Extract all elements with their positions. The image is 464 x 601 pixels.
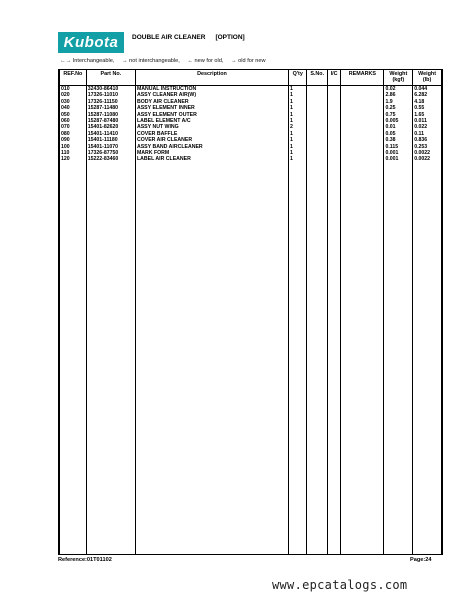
cell-description: LABEL AIR CLEANER bbox=[135, 156, 288, 162]
cell-description: ASSY ELEMENT INNER bbox=[135, 105, 288, 111]
document-title bbox=[132, 34, 255, 41]
cell-part-no: 15401-11070 bbox=[86, 144, 135, 150]
header-part-no: Part No. bbox=[86, 70, 135, 86]
cell-weight-kgf: 2.86 bbox=[384, 92, 413, 98]
table-filler-row bbox=[60, 163, 442, 554]
cell-weight-lb: 0.0022 bbox=[413, 156, 442, 162]
cell-quantity: 1 bbox=[288, 131, 306, 137]
cell-part-no: 15287-11080 bbox=[86, 112, 135, 118]
cell-description: MANUAL INSTRUCTION bbox=[135, 86, 288, 93]
cell-quantity: 1 bbox=[288, 86, 306, 93]
cell-quantity: 1 bbox=[288, 118, 306, 124]
table-row bbox=[60, 86, 442, 93]
cell-weight-lb: 4.18 bbox=[413, 99, 442, 105]
empty-cell bbox=[341, 163, 384, 554]
cell-weight-lb: 0.0022 bbox=[413, 150, 442, 156]
empty-cell bbox=[413, 163, 442, 554]
empty-cell bbox=[288, 163, 306, 554]
legend-old-for-new: → old for new bbox=[231, 58, 266, 64]
cell-ref-no: 090 bbox=[60, 137, 87, 143]
cell-ref-no: 120 bbox=[60, 156, 87, 162]
interchangeability-legend bbox=[60, 58, 272, 64]
cell-ref-no: 010 bbox=[60, 86, 87, 93]
header-weight-lb: Weight (lb) bbox=[413, 70, 442, 86]
legend-new-for-old: ← new for old, bbox=[187, 58, 224, 64]
cell-weight-lb: 6.282 bbox=[413, 92, 442, 98]
cell-weight-kgf: 0.05 bbox=[384, 131, 413, 137]
cell-ref-no: 020 bbox=[60, 92, 87, 98]
cell-part-no: 17326-11150 bbox=[86, 99, 135, 105]
option-text: [OPTION] bbox=[215, 34, 245, 41]
cell-description: ASSY CLEANER AIR(W) bbox=[135, 92, 288, 98]
cell-weight-kgf: 0.02 bbox=[384, 86, 413, 93]
cell-weight-lb: 0.022 bbox=[413, 124, 442, 130]
header-serial-no: S.No. bbox=[307, 70, 328, 86]
header-remarks: REMARKS bbox=[341, 70, 384, 86]
cell-part-no: 17326-11010 bbox=[86, 92, 135, 98]
header-ref-no: REF.No bbox=[60, 70, 87, 86]
empty-cell bbox=[86, 163, 135, 554]
cell-ref-no: 070 bbox=[60, 124, 87, 130]
cell-ref-no: 100 bbox=[60, 144, 87, 150]
cell-description: MARK FORM bbox=[135, 150, 288, 156]
title-text: DOUBLE AIR CLEANER bbox=[132, 34, 206, 41]
reference-number: Reference:01T01102 bbox=[58, 557, 112, 563]
cell-interchange bbox=[327, 86, 340, 93]
cell-quantity: 1 bbox=[288, 112, 306, 118]
cell-weight-kgf: 0.01 bbox=[384, 124, 413, 130]
cell-description: ASSY ELEMENT OUTER bbox=[135, 112, 288, 118]
cell-weight-kgf: 1.9 bbox=[384, 99, 413, 105]
cell-weight-lb: 0.011 bbox=[413, 118, 442, 124]
cell-quantity: 1 bbox=[288, 150, 306, 156]
cell-weight-kgf: 0.38 bbox=[384, 137, 413, 143]
cell-weight-kgf: 0.25 bbox=[384, 105, 413, 111]
cell-weight-lb: 0.253 bbox=[413, 144, 442, 150]
cell-description: COVER AIR CLEANER bbox=[135, 137, 288, 143]
header-quantity: Q'ty bbox=[288, 70, 306, 86]
cell-part-no: 15401-11410 bbox=[86, 131, 135, 137]
cell-weight-lb: 0.11 bbox=[413, 131, 442, 137]
empty-cell bbox=[327, 163, 340, 554]
empty-cell bbox=[307, 163, 328, 554]
cell-part-no: 15222-83460 bbox=[86, 156, 135, 162]
cell-weight-kgf: 0.005 bbox=[384, 118, 413, 124]
cell-quantity: 1 bbox=[288, 137, 306, 143]
legend-not-interchangeable: → not interchangeable, bbox=[121, 58, 180, 64]
empty-cell bbox=[384, 163, 413, 554]
cell-quantity: 1 bbox=[288, 105, 306, 111]
cell-ref-no: 060 bbox=[60, 118, 87, 124]
parts-table-frame bbox=[58, 69, 443, 555]
cell-serial-no bbox=[307, 86, 328, 93]
cell-ref-no: 050 bbox=[60, 112, 87, 118]
cell-part-no: 15287-11480 bbox=[86, 105, 135, 111]
cell-weight-kgf: 0.001 bbox=[384, 150, 413, 156]
cell-quantity: 1 bbox=[288, 156, 306, 162]
cell-description: ASSY BAND AIRCLEANER bbox=[135, 144, 288, 150]
cell-quantity: 1 bbox=[288, 144, 306, 150]
cell-weight-lb: 0.836 bbox=[413, 137, 442, 143]
cell-ref-no: 110 bbox=[60, 150, 87, 156]
parts-table bbox=[59, 70, 442, 554]
watermark: www.epcatalogs.com bbox=[272, 578, 408, 592]
cell-description: COVER BAFFLE bbox=[135, 131, 288, 137]
header-interchange: I/C bbox=[327, 70, 340, 86]
header-weight-kgf: Weight (kgf) bbox=[384, 70, 413, 86]
cell-weight-lb: 1.65 bbox=[413, 112, 442, 118]
cell-quantity: 1 bbox=[288, 92, 306, 98]
kubota-logo: Kubota bbox=[58, 32, 124, 53]
cell-part-no: 17326-87750 bbox=[86, 150, 135, 156]
cell-part-no: 15401-11180 bbox=[86, 137, 135, 143]
legend-interchangeable: ←→ Interchangeable, bbox=[60, 58, 115, 64]
cell-quantity: 2 bbox=[288, 124, 306, 130]
cell-description: ASSY NUT WING bbox=[135, 124, 288, 130]
empty-cell bbox=[60, 163, 87, 554]
cell-description: BODY AIR CLEANER bbox=[135, 99, 288, 105]
cell-part-no: 32430-86410 bbox=[86, 86, 135, 93]
empty-cell bbox=[135, 163, 288, 554]
cell-weight-kgf: 0.75 bbox=[384, 112, 413, 118]
header-description: Description bbox=[135, 70, 288, 86]
cell-part-no: 15401-82620 bbox=[86, 124, 135, 130]
cell-ref-no: 040 bbox=[60, 105, 87, 111]
cell-weight-lb: 0.044 bbox=[413, 86, 442, 93]
cell-weight-lb: 0.55 bbox=[413, 105, 442, 111]
cell-remarks bbox=[341, 86, 384, 93]
page-number: Page:24 bbox=[410, 557, 432, 563]
table-header-row bbox=[60, 70, 442, 86]
cell-weight-kgf: 0.115 bbox=[384, 144, 413, 150]
cell-part-no: 15287-87480 bbox=[86, 118, 135, 124]
cell-weight-kgf: 0.001 bbox=[384, 156, 413, 162]
cell-quantity: 1 bbox=[288, 99, 306, 105]
cell-ref-no: 030 bbox=[60, 99, 87, 105]
cell-description: LABEL ELEMENT A/C bbox=[135, 118, 288, 124]
cell-ref-no: 080 bbox=[60, 131, 87, 137]
